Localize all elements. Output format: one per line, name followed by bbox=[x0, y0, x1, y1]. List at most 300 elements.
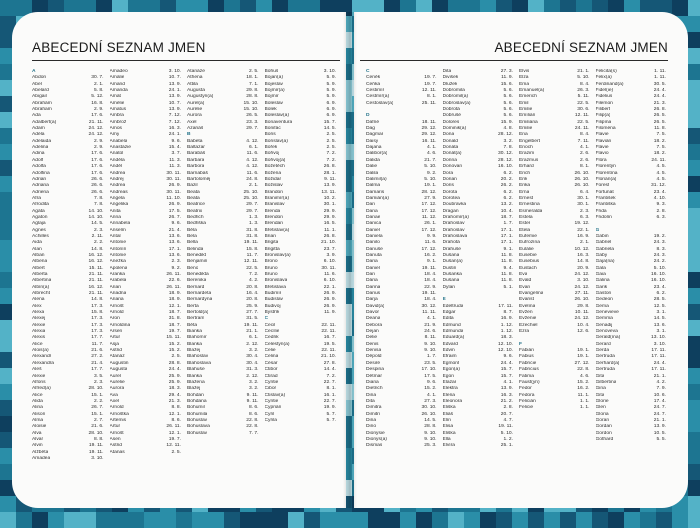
name-day-date: 4. 12. bbox=[246, 157, 259, 163]
name-text: Dino bbox=[366, 424, 377, 430]
name-day-date: 19. 5. bbox=[323, 341, 336, 347]
name-text: Barnabáš bbox=[187, 170, 208, 176]
name-day-date: 22. 5. bbox=[577, 119, 590, 125]
name-day-date: 25. 10. bbox=[243, 189, 259, 195]
mosaic-tile bbox=[688, 80, 700, 96]
name-day-date: 2. 3. bbox=[93, 379, 104, 385]
name-day-date: 30. 4. bbox=[246, 360, 259, 366]
name-column bbox=[366, 69, 437, 501]
name-text: Brigita bbox=[264, 240, 279, 246]
name-text: Engelbert bbox=[519, 138, 540, 144]
name-day-date: 16. 3. bbox=[500, 392, 513, 398]
mosaic-tile bbox=[592, 512, 608, 528]
name-day-date: 27. 9. bbox=[424, 195, 437, 201]
name-text: Daniel bbox=[366, 265, 380, 271]
name-day-date: 12. 10. bbox=[498, 348, 513, 354]
name-day-date: 9. 4. bbox=[503, 265, 513, 271]
name-day-date: 24. 4. bbox=[653, 360, 666, 366]
name-day-date: 19. 1. bbox=[424, 183, 437, 189]
name-text: Břetislav(a) bbox=[264, 227, 290, 233]
name-text: Dora bbox=[442, 170, 454, 176]
name-day-date: 17. 3. bbox=[91, 316, 104, 322]
name-day-date: 2. 12. bbox=[246, 341, 259, 347]
name-day-date: 11. 3. bbox=[169, 157, 181, 163]
name-text: Attila bbox=[187, 81, 198, 87]
name-day-date: 30. 6. bbox=[577, 107, 590, 113]
name-text: Gloria bbox=[595, 411, 609, 417]
name-day-date: 15. 2. bbox=[577, 379, 590, 385]
name-day-date: 13. 6. bbox=[168, 252, 181, 258]
name-day-date: 2. 1. bbox=[93, 81, 104, 87]
letter-heading: C bbox=[264, 316, 269, 322]
name-text: Albertina bbox=[32, 278, 52, 284]
name-day-date: 16. 10. bbox=[498, 164, 513, 170]
name-day-date: 17. 1. bbox=[168, 246, 181, 252]
name-day-date: 16. 12. bbox=[88, 252, 104, 258]
name-day-date: 22. 8. bbox=[246, 424, 259, 430]
name-day-date: 28. 8. bbox=[246, 94, 259, 100]
name-text: Elena bbox=[442, 392, 456, 398]
name-day-date: 24. 2. bbox=[653, 259, 666, 265]
name-text: Arabela bbox=[109, 278, 127, 284]
name-day-date: 22. 1. bbox=[577, 227, 590, 233]
name-text: Dagmar bbox=[366, 132, 384, 138]
title-rule bbox=[32, 60, 340, 61]
name-day-date: 25. 9. bbox=[168, 373, 181, 379]
name-text: Bojmír(a) bbox=[264, 88, 285, 94]
mosaic-tile bbox=[64, 512, 80, 528]
name-day-date: 24. 1. bbox=[168, 132, 181, 138]
name-text: Emanuel(a) bbox=[519, 88, 545, 94]
mosaic-tile bbox=[464, 512, 480, 528]
name-day-date: 7. 5. bbox=[656, 132, 666, 138]
name-day-date: 19. 11. bbox=[243, 322, 259, 328]
name-day-date: 5. 5. bbox=[656, 436, 666, 442]
name-text: Eliáš bbox=[442, 411, 454, 417]
name-day-date: 2. 1. bbox=[248, 183, 259, 189]
name-day-date: 10. 2. bbox=[323, 195, 336, 201]
letter-heading: B bbox=[187, 132, 191, 138]
name-text: Berenika bbox=[187, 278, 207, 284]
name-column bbox=[443, 69, 514, 501]
name-day-date: 25. 1. bbox=[500, 443, 513, 449]
name-day-date: 26. 10. bbox=[574, 297, 590, 303]
name-text: Amand bbox=[109, 81, 125, 87]
name-text: František bbox=[595, 195, 616, 201]
name-text: Ada bbox=[32, 113, 41, 119]
name-day-date: 17. 1. bbox=[500, 227, 513, 233]
name-text: Gala bbox=[595, 265, 606, 271]
name-text: Donald bbox=[442, 138, 458, 144]
mosaic-tile bbox=[688, 16, 700, 32]
name-day-date: 26. 8. bbox=[653, 107, 666, 113]
name-text: Atanas bbox=[109, 449, 125, 455]
name-day-date: 17. 6. bbox=[91, 157, 104, 163]
name-day-date: 15. 8. bbox=[91, 310, 104, 316]
name-day-date: 6. 1. bbox=[248, 335, 259, 341]
name-day-date: 3. 2. bbox=[248, 386, 259, 392]
name-day-date: 7. 1. bbox=[248, 81, 259, 87]
name-day-date: 2. 3. bbox=[171, 259, 181, 265]
mosaic-tile bbox=[688, 272, 700, 288]
name-day-date: 11. 1. bbox=[577, 392, 590, 398]
name-text: Damián(a) bbox=[366, 195, 389, 201]
name-text: Dafné bbox=[366, 119, 380, 125]
name-day-date: 3. 7. bbox=[171, 151, 181, 157]
name-text: Amanda bbox=[109, 88, 128, 94]
name-text: Danuše bbox=[366, 246, 383, 252]
name-text: Drahoslav bbox=[442, 221, 465, 227]
mosaic-tile bbox=[688, 208, 700, 224]
name-day-date: 14. 5. bbox=[91, 221, 104, 227]
name-text: Axel bbox=[187, 119, 197, 125]
name-day-date: 23. 4. bbox=[653, 189, 666, 195]
name-day-date: 13. 9. bbox=[653, 424, 666, 430]
name-text: Beno bbox=[187, 265, 199, 271]
name-day-date: 4. 1. bbox=[426, 145, 437, 151]
name-day-date: 2. 8. bbox=[503, 405, 513, 411]
name-text: Bohuslav bbox=[187, 430, 208, 436]
name-text: Andreas bbox=[109, 189, 128, 195]
name-day-date: 11. 12. bbox=[421, 214, 437, 220]
name-text: Blahuše bbox=[187, 367, 205, 373]
name-day-date: 19. 12. bbox=[574, 221, 590, 227]
name-day-date: 24. 4. bbox=[168, 367, 181, 373]
name-text: Drahotá bbox=[442, 240, 460, 246]
name-day-date: 2. 5. bbox=[171, 449, 181, 455]
name-day-date: 5. 9. bbox=[326, 81, 336, 87]
mosaic-tile bbox=[512, 512, 528, 528]
name-day-date: 1. 12. bbox=[500, 322, 513, 328]
name-day-date: 29. 8. bbox=[246, 88, 259, 94]
name-day-date: 26. 9. bbox=[323, 297, 336, 303]
name-text: Flávie bbox=[595, 145, 609, 151]
name-text: Gaby bbox=[595, 252, 608, 258]
name-text: Běla bbox=[187, 227, 197, 233]
name-day-date: 9. 1. bbox=[503, 246, 513, 252]
name-text: Alfred(a) bbox=[32, 386, 51, 392]
name-day-date: 2. 9. bbox=[93, 107, 104, 113]
name-text: Arnošt bbox=[109, 430, 124, 436]
name-day-date: 4. 5. bbox=[656, 176, 666, 182]
name-text: Cyntie bbox=[264, 379, 279, 385]
name-text: Dária bbox=[366, 278, 378, 284]
name-text: Filipína bbox=[595, 119, 612, 125]
mosaic-tile bbox=[688, 496, 700, 512]
name-day-date: 17. 4. bbox=[653, 398, 666, 404]
name-day-date: 28. 12. bbox=[421, 189, 437, 195]
name-day-date: 13. 9. bbox=[323, 183, 336, 189]
mosaic-tile bbox=[688, 240, 700, 256]
name-text: Alison bbox=[32, 411, 46, 417]
name-text: Abraham bbox=[32, 107, 52, 113]
name-day-date: 3. 10. bbox=[168, 69, 181, 74]
mosaic-tile bbox=[48, 512, 64, 528]
name-day-date: 26. 7. bbox=[168, 214, 181, 220]
name-day-date: 2. 6. bbox=[579, 157, 590, 163]
name-day-date: 15. 1. bbox=[91, 392, 104, 398]
name-text: Ena bbox=[519, 132, 528, 138]
mosaic-tile bbox=[656, 512, 672, 528]
name-day-date: 19. 11. bbox=[243, 240, 259, 246]
name-text: Eusebius bbox=[519, 259, 540, 265]
name-text: Alma bbox=[32, 417, 44, 423]
name-day-date: 2. 11. bbox=[91, 233, 104, 239]
name-day-date: 9. 10. bbox=[424, 436, 437, 442]
name-text: Artemis bbox=[109, 417, 127, 423]
name-day-date: 21. 3. bbox=[168, 398, 181, 404]
mosaic-tile bbox=[688, 384, 700, 400]
name-text: Barbara bbox=[187, 157, 205, 163]
name-text: Aron bbox=[109, 316, 120, 322]
name-text: Ezechiel bbox=[519, 322, 538, 328]
name-text: Andrej bbox=[109, 176, 124, 182]
name-text: Alan bbox=[32, 246, 42, 252]
name-text: Abigail bbox=[32, 94, 47, 100]
name-day-date: 19. 1. bbox=[577, 348, 590, 354]
name-day-date: 30. 11. bbox=[166, 176, 181, 182]
name-day-date: 7. 8. bbox=[93, 202, 104, 208]
name-day-date: 21. 1. bbox=[577, 69, 590, 74]
name-text: Angela bbox=[109, 195, 125, 201]
name-day-date: 10. 6. bbox=[653, 392, 666, 398]
name-text: Dimitra bbox=[366, 405, 382, 411]
name-text: Fidel(ie) bbox=[595, 88, 614, 94]
name-text: Amélie bbox=[109, 100, 125, 106]
name-day-date: 1. 12. bbox=[500, 329, 513, 335]
name-text: Aurelie bbox=[109, 379, 125, 385]
name-text: Felix(a) bbox=[595, 75, 612, 81]
letter-heading: G bbox=[595, 227, 600, 233]
name-text: Dalie bbox=[366, 164, 378, 170]
name-day-date: 19. 7. bbox=[168, 436, 181, 442]
name-day-date: 26. 6. bbox=[91, 183, 104, 189]
name-text: Andrea bbox=[109, 183, 126, 189]
name-text: Fedora bbox=[519, 392, 535, 398]
name-day-date: 21. 6. bbox=[91, 424, 104, 430]
name-day-date: 28. 8. bbox=[424, 424, 437, 430]
title-rule bbox=[360, 60, 668, 61]
name-day-date: 30. 12. bbox=[498, 151, 513, 157]
name-text: Alex bbox=[32, 303, 42, 309]
name-day-date: 3. 1. bbox=[656, 329, 666, 335]
name-day-date: 14. 4. bbox=[323, 367, 336, 373]
name-text: Aida bbox=[32, 240, 42, 246]
name-text: Budivoj bbox=[264, 303, 281, 309]
name-text: Berta bbox=[187, 303, 199, 309]
mosaic-tile bbox=[352, 512, 368, 528]
name-day-date: 12. 1. bbox=[168, 430, 181, 436]
name-text: Dionýs(a) bbox=[366, 436, 387, 442]
name-day-date: 19. 11. bbox=[421, 291, 437, 297]
name-text: Adam bbox=[32, 126, 45, 132]
name-text: Aurora bbox=[109, 386, 125, 392]
name-text: Emilie bbox=[519, 107, 533, 113]
name-text: Azariáš bbox=[187, 126, 204, 132]
name-day-date: 27. 8. bbox=[323, 360, 336, 366]
mosaic-tile bbox=[688, 224, 700, 240]
name-day-date: 3. 2. bbox=[248, 379, 259, 385]
mosaic-tile bbox=[192, 512, 208, 528]
name-text: Edmund bbox=[442, 322, 461, 328]
name-text: Čeněk bbox=[366, 75, 381, 81]
name-text: Emilie bbox=[519, 126, 533, 132]
name-day-date: 8. 6. bbox=[171, 417, 181, 423]
name-day-date: 8. 4. bbox=[579, 81, 590, 87]
name-day-date: 19. 1. bbox=[577, 354, 590, 360]
name-day-date: 24. 12. bbox=[574, 284, 590, 290]
name-text: Efraim bbox=[442, 354, 457, 360]
name-day-date: 26. 8. bbox=[323, 164, 336, 170]
name-day-date: 5. 10. bbox=[424, 176, 437, 182]
name-day-date: 1. 1. bbox=[579, 398, 590, 404]
name-day-date: 10. 4. bbox=[500, 208, 513, 214]
name-day-date: 11. 9. bbox=[501, 75, 513, 81]
name-text: Božetěch bbox=[264, 164, 285, 170]
name-text: Emerich bbox=[519, 94, 537, 100]
name-day-date: 11. 8. bbox=[501, 259, 513, 265]
name-text: Budimír bbox=[264, 291, 282, 297]
name-day-date: 26. 1. bbox=[424, 221, 437, 227]
mosaic-tile bbox=[272, 512, 288, 528]
name-day-date: 1. 7. bbox=[426, 354, 437, 360]
name-day-date: 24. 4. bbox=[500, 360, 513, 366]
name-day-date: 16. 12. bbox=[88, 259, 104, 265]
name-text: Delie bbox=[366, 335, 378, 341]
name-text: Fatima bbox=[519, 373, 534, 379]
name-text: Dorota bbox=[442, 189, 458, 195]
name-text: Alexia bbox=[32, 329, 46, 335]
name-text: Cyrila bbox=[264, 417, 277, 423]
name-day-date: 12. 11. bbox=[574, 113, 590, 119]
name-text: Dobromila bbox=[442, 88, 465, 94]
name-text: Elektra bbox=[442, 386, 458, 392]
name-text: Alexandr bbox=[32, 354, 52, 360]
name-day-date: 14. 5. bbox=[424, 417, 437, 423]
name-text: Edgar bbox=[442, 310, 456, 316]
name-day-date: 16. 7. bbox=[323, 335, 336, 341]
name-day-date: 15. 4. bbox=[168, 145, 181, 151]
name-text: Evald bbox=[519, 278, 532, 284]
name-day-date: 11. 3. bbox=[169, 164, 181, 170]
name-day-date: 24. 11. bbox=[651, 157, 666, 163]
name-text: Glen bbox=[595, 405, 606, 411]
name-day-date: 4. 2. bbox=[248, 278, 259, 284]
name-text: Anabela bbox=[109, 138, 128, 144]
mosaic-tile bbox=[176, 512, 192, 528]
name-day-date: 3. 10. bbox=[653, 341, 666, 347]
name-text: Bohumil bbox=[187, 405, 205, 411]
name-text: Ferdinand(a) bbox=[595, 81, 624, 87]
name-text: Dona bbox=[442, 132, 455, 138]
mosaic-tile bbox=[16, 512, 32, 528]
name-text: Beatrice bbox=[187, 202, 205, 208]
name-day-date: 21. 10. bbox=[321, 240, 336, 246]
mosaic-tile bbox=[688, 128, 700, 144]
name-day-date: 24. 1. bbox=[168, 88, 181, 94]
name-day-date: 17. 5. bbox=[424, 373, 437, 379]
name-text: Desiré bbox=[366, 360, 381, 366]
name-text: Angelika bbox=[109, 202, 129, 208]
name-text: Gema bbox=[595, 303, 609, 309]
name-text: Bruno bbox=[264, 265, 278, 271]
name-day-date: 26. 9. bbox=[323, 291, 336, 297]
name-text: Gabin bbox=[595, 233, 609, 239]
name-day-date: 20. 9. bbox=[577, 265, 590, 271]
name-text: Alida bbox=[32, 398, 43, 404]
name-day-date: 21. 6. bbox=[91, 348, 104, 354]
name-day-date: 30. 1. bbox=[577, 195, 590, 201]
mosaic-tile bbox=[224, 512, 240, 528]
name-text: Bertold(a) bbox=[187, 310, 209, 316]
name-day-date: 16. 9. bbox=[577, 233, 590, 239]
name-day-date: 7. 12. bbox=[168, 119, 181, 125]
name-text: Gita bbox=[595, 392, 605, 398]
name-text: Arnošt bbox=[109, 303, 124, 309]
name-text: Brian bbox=[264, 233, 276, 239]
name-day-date: 5. 6. bbox=[503, 107, 513, 113]
name-day-date: 8. 8. bbox=[93, 436, 104, 442]
name-text: Blahoslava bbox=[187, 360, 211, 366]
name-text: Glorie bbox=[595, 398, 609, 404]
name-text: Adriena bbox=[32, 189, 49, 195]
name-day-date: 26. 11. bbox=[166, 272, 181, 277]
name-day-date: 17. 12. bbox=[421, 208, 437, 214]
mosaic-tile bbox=[688, 160, 700, 176]
name-text: Edmunda bbox=[442, 329, 464, 335]
name-text: Eliška bbox=[442, 430, 456, 436]
name-day-date: 6. 3. bbox=[656, 214, 666, 220]
name-day-date: 6. 9. bbox=[326, 100, 336, 106]
name-text: Daria bbox=[366, 259, 378, 265]
name-day-date: 9. 6. bbox=[171, 221, 181, 227]
name-text: Dita bbox=[442, 69, 452, 74]
name-text: Aurel(a) bbox=[187, 100, 205, 106]
mosaic-tile bbox=[208, 512, 224, 528]
name-text: Eduard(a) bbox=[442, 335, 465, 341]
name-text: Emil bbox=[519, 100, 529, 106]
name-text: Dalila bbox=[366, 170, 379, 176]
name-day-date: 6. 9. bbox=[326, 113, 336, 119]
name-day-date: 16. 10. bbox=[651, 272, 666, 277]
name-text: Felicie bbox=[519, 405, 534, 411]
name-text: Aleš bbox=[32, 367, 42, 373]
name-day-date: 15. 11. bbox=[166, 335, 181, 341]
name-text: Alice bbox=[32, 392, 43, 398]
name-text: Gordan bbox=[595, 424, 612, 430]
name-day-date: 8. 1. bbox=[326, 386, 336, 392]
name-text: Dionýsie bbox=[366, 430, 385, 436]
name-day-date: 30. 4. bbox=[246, 354, 259, 360]
name-day-date: 17. 3. bbox=[91, 303, 104, 309]
name-text: Abelard bbox=[32, 88, 49, 94]
name-text: Donát(a) bbox=[442, 151, 462, 157]
name-text: Egon(a) bbox=[442, 367, 460, 373]
name-day-date: 26. 3. bbox=[577, 88, 590, 94]
name-text: Amálie bbox=[109, 75, 125, 81]
name-text: Anita bbox=[109, 208, 121, 214]
name-day-date: 7. 2. bbox=[326, 373, 336, 379]
name-day-date: 17. 12. bbox=[421, 246, 437, 252]
name-day-date: 28. 5. bbox=[653, 297, 666, 303]
name-day-date: 19. 7. bbox=[168, 329, 181, 335]
name-text: Eufemie bbox=[519, 233, 537, 239]
mosaic-tile bbox=[688, 432, 700, 448]
name-text: Elvíra bbox=[442, 443, 456, 449]
name-text: Branimír(a) bbox=[264, 195, 289, 201]
name-day-date: 11. 7. bbox=[91, 341, 104, 347]
name-day-date: 19. 11. bbox=[421, 265, 437, 271]
